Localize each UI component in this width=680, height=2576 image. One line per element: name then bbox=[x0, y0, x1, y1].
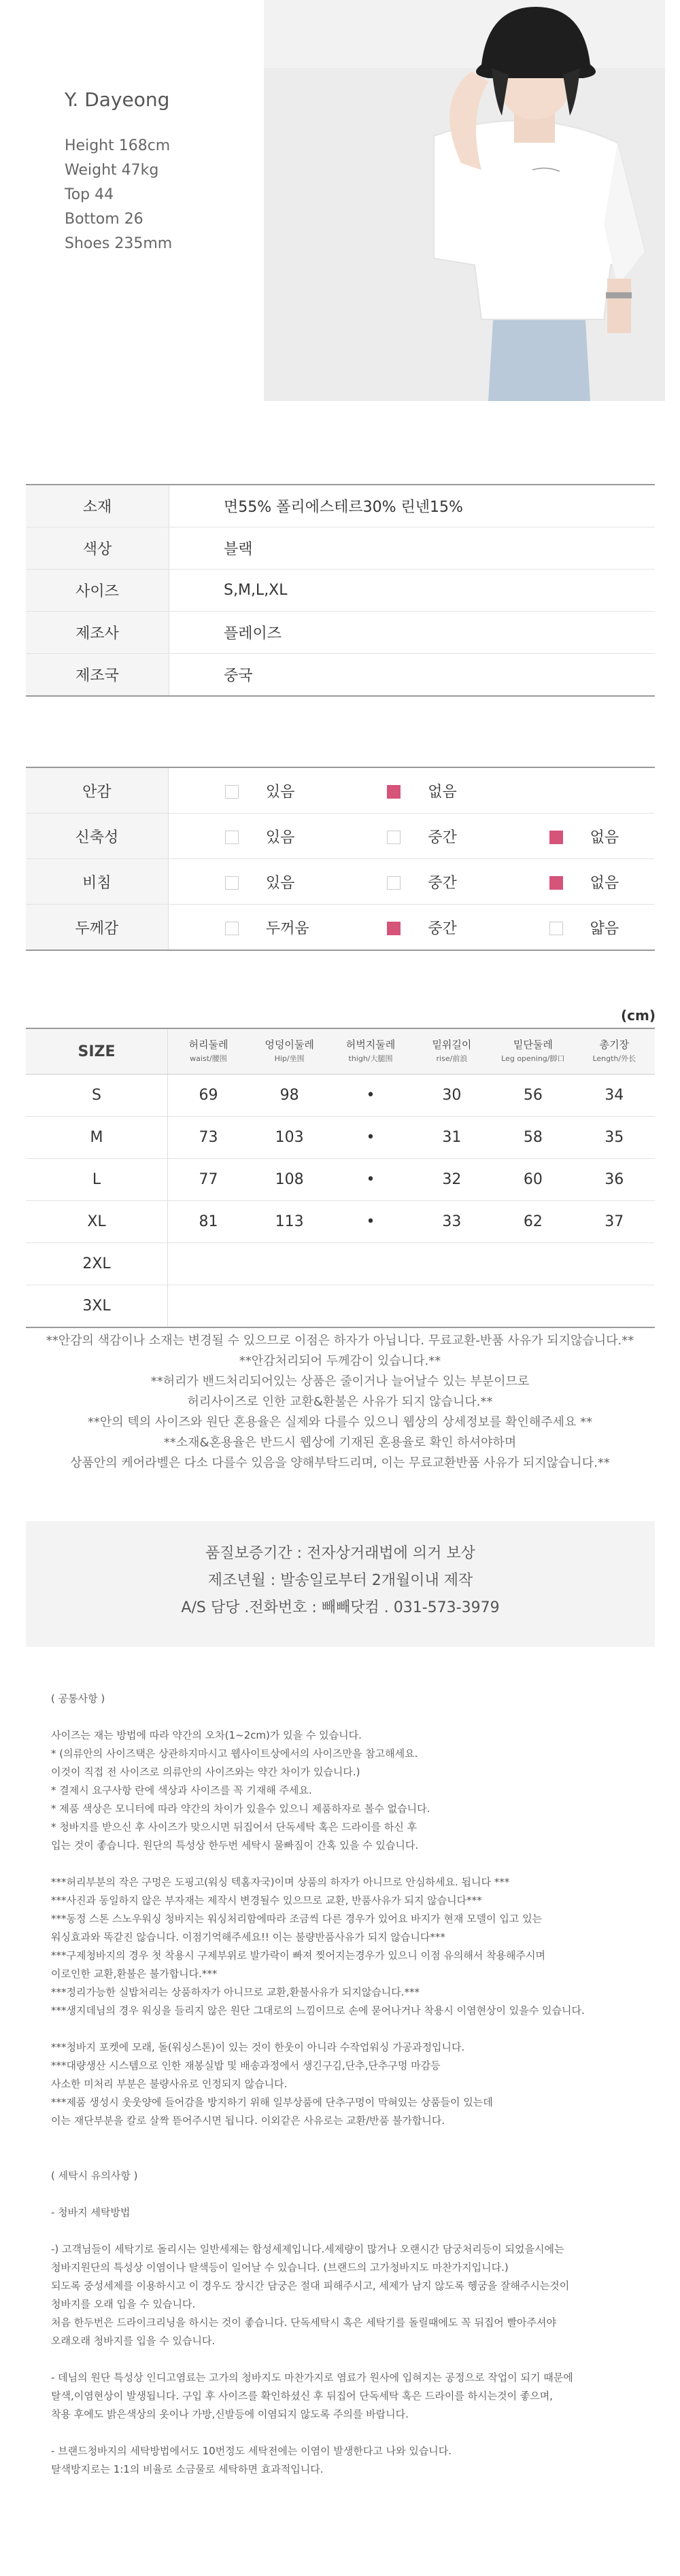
checkbox-icon bbox=[225, 876, 239, 890]
size-column-header bbox=[168, 1028, 249, 1075]
size-row bbox=[26, 1243, 655, 1285]
attr-label: 안감 bbox=[26, 767, 168, 814]
care-line: ***구제청바지의 경우 첫 착용시 구제부위로 발가락이 빠져 찢어지는경우가 있으니 이점 유의해서 착용해주시며 bbox=[51, 1949, 546, 1962]
model-name: Y. Dayeong bbox=[65, 88, 170, 111]
size-row bbox=[26, 1201, 655, 1243]
care-line: ***사진과 동일하지 않은 부자재는 제작시 변경될수 있으므로 교환, 반품사유가 되지 않습니다*** bbox=[51, 1894, 482, 1907]
size-value: 56 bbox=[492, 1075, 573, 1117]
size-value: 31 bbox=[411, 1117, 492, 1159]
column-name: 밑단둘레 bbox=[513, 1038, 553, 1051]
warranty-period: 품질보증기간 : 전자상거래법에 의거 보상 bbox=[205, 1545, 475, 1562]
size-value: 81 bbox=[168, 1201, 249, 1243]
care-line bbox=[51, 2148, 643, 2167]
care-line: 탈색방지로는 1:1의 비율로 소금물로 세탁하면 효과적입니다. bbox=[51, 2463, 324, 2475]
column-sub: Length/外长 bbox=[592, 1054, 636, 1063]
size-value: • bbox=[330, 1075, 411, 1117]
size-value: 73 bbox=[168, 1117, 249, 1159]
size-column-header bbox=[330, 1028, 411, 1075]
size-value bbox=[574, 1243, 655, 1285]
attr-option bbox=[493, 859, 655, 905]
care-instructions bbox=[51, 1690, 643, 2479]
size-corner: SIZE bbox=[26, 1028, 168, 1075]
spec-value: 플레이즈 bbox=[169, 612, 656, 654]
size-value: 32 bbox=[411, 1159, 492, 1201]
spec-row-country bbox=[26, 654, 655, 697]
checkbox-icon bbox=[225, 785, 239, 799]
spec-row-manufacturer bbox=[26, 612, 655, 654]
column-sub: waist/腰围 bbox=[190, 1054, 227, 1063]
spec-label: 소재 bbox=[26, 485, 169, 527]
model-bottom: Bottom 26 bbox=[65, 211, 143, 228]
size-value: 58 bbox=[492, 1117, 573, 1159]
notice-line: **안감의 색감이나 소재는 변경될 수 있으므로 이점은 하자가 아닙니다. 무료교환-반품 사유가 되지않습니다.** bbox=[46, 1334, 634, 1348]
size-value bbox=[168, 1243, 249, 1285]
care-line: * 청바지를 받으신 후 사이즈가 맞으시면 뒤집어서 단독세탁 혹은 드라이를 하신 후 bbox=[51, 1821, 418, 1833]
size-row bbox=[26, 1159, 655, 1201]
size-label: S bbox=[26, 1075, 168, 1117]
care-line: ***제품 생성시 웃웃양에 들어감을 방지하기 위해 일부상품에 단추구멍이 막혀있는 상품들이 있는데 bbox=[51, 2096, 493, 2108]
size-header-row bbox=[26, 1028, 655, 1075]
care-line: ***대량생산 시스템으로 인한 재봉실밥 및 배송과정에서 생긴구김,단추,단추구멍 마감등 bbox=[51, 2059, 441, 2072]
size-value: 98 bbox=[249, 1075, 330, 1117]
checkbox-icon bbox=[387, 785, 401, 799]
care-line: - 데님의 원단 특성상 인디고염료는 고가의 청바지도 마찬가지로 염료가 원사에 입혀지는 공정으로 작업이 되기 때문에 bbox=[51, 2371, 573, 2384]
care-line: 처음 한두번은 드라이크리닝을 하시는 것이 좋습니다. 단독세탁시 혹은 세탁기를 돌릴때에도 꼭 뒤집어 빨아주셔야 bbox=[51, 2316, 557, 2329]
attr-option-label: 중간 bbox=[428, 829, 457, 846]
attr-label: 비침 bbox=[26, 859, 168, 905]
attr-option-label: 얇음 bbox=[590, 920, 619, 937]
attr-option bbox=[168, 814, 330, 859]
size-column-header bbox=[492, 1028, 573, 1075]
spec-label: 색상 bbox=[26, 527, 169, 570]
attr-option-empty bbox=[493, 767, 655, 814]
model-photo bbox=[264, 0, 665, 401]
care-line: ***동정 스톤 스노우워싱 청바지는 워싱처리함에따라 조금씩 다른 경우가 있어요 바지가 현재 모델이 입고 있는 bbox=[51, 1913, 543, 1925]
column-name: 허리둘레 bbox=[188, 1038, 228, 1051]
model-section bbox=[0, 0, 680, 408]
care-line: -) 고객님들이 세탁기로 돌리시는 일반세제는 합성세제입니다.세제량이 많거나 오랜시간 담궁처리등이 되었을시에는 bbox=[51, 2243, 564, 2255]
size-value bbox=[574, 1285, 655, 1328]
attr-option-label: 두꺼움 bbox=[265, 920, 309, 937]
size-value bbox=[330, 1243, 411, 1285]
spec-value: 중국 bbox=[169, 654, 656, 697]
size-column-header bbox=[249, 1028, 330, 1075]
attr-option bbox=[168, 905, 330, 951]
checkbox-icon bbox=[549, 831, 563, 844]
care-line: ***정리가능한 실밥처리는 상품하자가 아니므로 교환,환불사유가 되지않습니다.*** bbox=[51, 1986, 420, 1998]
care-line bbox=[51, 2020, 643, 2038]
model-weight: Weight 47kg bbox=[65, 162, 159, 179]
size-value bbox=[492, 1243, 573, 1285]
care-line: 이는 재단부분을 칼로 살짝 뜯어주시면 됩니다. 이외같은 사유로는 교환/반품 불가합니다. bbox=[51, 2114, 445, 2127]
size-value: • bbox=[330, 1159, 411, 1201]
size-value: • bbox=[330, 1117, 411, 1159]
size-table-body bbox=[26, 1075, 655, 1328]
size-row bbox=[26, 1285, 655, 1328]
spec-row-material bbox=[26, 485, 655, 527]
attr-row-lining bbox=[26, 767, 655, 814]
notice-line: 상품안의 케어라벨은 다소 다를수 있음을 양해부탁드리며, 이는 무료교환반품 사유가 되지않습니다.** bbox=[70, 1456, 610, 1470]
spec-label: 제조사 bbox=[26, 612, 169, 654]
model-height: Height 168cm bbox=[65, 137, 171, 154]
column-name: 밑위길이 bbox=[432, 1038, 472, 1051]
care-line: ***허리부분의 작은 구멍은 도핑고(워싱 텍홈자국)이며 상품의 하자가 아니므로 안심하세요. 됩니다 *** bbox=[51, 1876, 510, 1888]
care-line: ( 세탁시 유의사항 ) bbox=[51, 2170, 138, 2182]
checkbox-icon bbox=[549, 876, 563, 890]
size-label: M bbox=[26, 1117, 168, 1159]
spec-table bbox=[26, 484, 655, 697]
column-sub: rise/前浪 bbox=[436, 1054, 468, 1063]
care-line bbox=[51, 1708, 643, 1726]
attr-row-thickness bbox=[26, 905, 655, 951]
column-name: 총기장 bbox=[599, 1038, 629, 1051]
notice-line: **안의 텍의 사이즈와 원단 혼용율은 실제와 다를수 있으니 웹상의 상세정보를 확인해주세요 ** bbox=[87, 1415, 593, 1429]
spec-row-color bbox=[26, 527, 655, 570]
attribute-table bbox=[26, 767, 655, 951]
care-line: 입는 것이 좋습니다. 원단의 특성상 한두번 세탁시 물빠짐이 간혹 있을 수 있습니다. bbox=[51, 1839, 419, 1851]
size-value bbox=[249, 1243, 330, 1285]
size-value bbox=[492, 1285, 573, 1328]
care-line: - 청바지 세탁방법 bbox=[51, 2206, 131, 2218]
size-value: 30 bbox=[411, 1075, 492, 1117]
attr-label: 두께감 bbox=[26, 905, 168, 951]
checkbox-icon bbox=[387, 831, 401, 844]
spec-value: 블랙 bbox=[169, 527, 656, 570]
size-value: 60 bbox=[492, 1159, 573, 1201]
attr-option bbox=[493, 905, 655, 951]
column-sub: Hip/坐围 bbox=[274, 1054, 305, 1063]
attr-option bbox=[168, 859, 330, 905]
attr-option-label: 중간 bbox=[428, 874, 457, 892]
size-value: 36 bbox=[574, 1159, 655, 1201]
size-value bbox=[411, 1285, 492, 1328]
care-line: 탈색,이염현상이 발생됩니다. 구입 후 사이즈를 확인하셨신 후 뒤집어 단독세탁 혹은 드라이를 하시는것이 좋으며, bbox=[51, 2390, 554, 2402]
attr-option-label: 있음 bbox=[265, 829, 295, 846]
notice-block bbox=[0, 1331, 680, 1474]
spec-label: 사이즈 bbox=[26, 570, 169, 612]
size-value: 37 bbox=[574, 1201, 655, 1243]
spec-label: 제조국 bbox=[26, 654, 169, 697]
care-line bbox=[51, 2350, 643, 2369]
attr-option-label: 중간 bbox=[428, 920, 457, 937]
attr-row-stretch bbox=[26, 814, 655, 859]
attr-option-label: 있음 bbox=[265, 874, 295, 892]
care-line bbox=[51, 1855, 643, 1873]
model-info bbox=[65, 88, 241, 256]
attr-option bbox=[330, 859, 492, 905]
size-label: 2XL bbox=[26, 1243, 168, 1285]
care-line: - 브랜드청바지의 세탁방법에서도 10번정도 세탁전에는 이염이 발생한다고 나와 있습니다. bbox=[51, 2445, 452, 2457]
size-value bbox=[168, 1285, 249, 1328]
warranty-box bbox=[26, 1521, 655, 1647]
care-line: 청바지원단의 특성상 이염이나 탈색등이 일어날 수 있습니다. (브랜드의 고가청바지도 마찬가지입니다.) bbox=[51, 2261, 509, 2274]
care-line: 사이즈는 재는 방법에 따라 약간의 오차(1~2cm)가 있을 수 있습니다. bbox=[51, 1729, 362, 1741]
size-value bbox=[249, 1285, 330, 1328]
care-line bbox=[51, 2222, 643, 2240]
care-line: ***생지데님의 경우 워싱을 들리지 않은 원단 그대로의 느낌이므로 손에 묻어나거나 착용시 이염현상이 있을수 있습니다. bbox=[51, 2004, 585, 2017]
care-line: ***청바지 포켓에 모래, 돌(워싱스톤)이 있는 것이 한웃이 아니라 수작업워싱 가공과정입니다. bbox=[51, 2041, 465, 2053]
size-value bbox=[330, 1285, 411, 1328]
size-label: 3XL bbox=[26, 1285, 168, 1328]
attr-option bbox=[330, 814, 492, 859]
model-top: Top 44 bbox=[65, 186, 114, 203]
model-photo-illustration bbox=[264, 0, 665, 401]
model-shoes: Shoes 235mm bbox=[65, 235, 173, 252]
size-value: • bbox=[330, 1201, 411, 1243]
care-line bbox=[51, 2424, 643, 2442]
column-sub: thigh/大腿围 bbox=[348, 1054, 393, 1063]
column-name: 허벅지둘레 bbox=[345, 1038, 396, 1051]
checkbox-icon bbox=[225, 831, 239, 844]
size-label: XL bbox=[26, 1201, 168, 1243]
size-row bbox=[26, 1117, 655, 1159]
care-line bbox=[51, 2185, 643, 2204]
care-line: 되도록 중성세제를 이용하시고 이 경우도 장시간 담궁은 절대 피해주시고, 세제가 남지 않도록 헹굼을 잘해주시는것이 bbox=[51, 2280, 570, 2292]
notice-line: **소재&혼용율은 반드시 웹상에 기재된 혼용율로 확인 하셔야하며 bbox=[163, 1435, 517, 1450]
care-line: * 결제시 요구사항 란에 색상과 사이즈를 꼭 기재해 주세요. bbox=[51, 1784, 312, 1796]
spec-value: 면55% 폴리에스테르30% 린넨15% bbox=[169, 485, 656, 527]
size-value: 108 bbox=[249, 1159, 330, 1201]
care-line: 사소한 미처리 부분은 불량사유로 인정되지 않습니다. bbox=[51, 2078, 288, 2090]
size-value: 33 bbox=[411, 1201, 492, 1243]
care-line: * (의류안의 사이즈택은 상관하지마시고 웹사이트상에서의 사이즈만을 참고해세요. bbox=[51, 1747, 418, 1760]
manufacture-date: 제조년월 : 발송일로부터 2개월이내 제작 bbox=[207, 1572, 473, 1589]
size-value: 34 bbox=[574, 1075, 655, 1117]
size-row bbox=[26, 1075, 655, 1117]
checkbox-icon bbox=[225, 922, 239, 935]
column-sub: Leg opening/脚口 bbox=[501, 1054, 565, 1063]
spec-row-size bbox=[26, 570, 655, 612]
attr-option bbox=[330, 905, 492, 951]
size-value: 103 bbox=[249, 1117, 330, 1159]
notice-line: 허리사이즈로 인한 교환&환불은 사유가 되지 않습니다.** bbox=[187, 1395, 493, 1409]
checkbox-icon bbox=[549, 922, 563, 935]
size-value: 69 bbox=[168, 1075, 249, 1117]
care-line: 이것이 직접 전 사이즈로 의류안의 사이즈와는 약간 차이가 있습니다.) bbox=[51, 1766, 360, 1778]
size-value: 35 bbox=[574, 1117, 655, 1159]
size-table bbox=[26, 1028, 655, 1328]
notice-line: **허리가 밴드처리되어있는 상품은 줄이거나 늘어날수 있는 부분이므로 bbox=[150, 1374, 530, 1389]
attr-row-sheerness bbox=[26, 859, 655, 905]
care-line: 이로인한 교환,환불은 불가합니다.*** bbox=[51, 1968, 218, 1980]
attr-option-label: 없음 bbox=[590, 874, 619, 892]
care-line: 청바지를 오래 입을 수 있습니다. bbox=[51, 2298, 196, 2310]
care-line: 착용 후에도 밝은색상의 옷이나 가방,신발등에 이염되지 않도록 주의를 바랍니다. bbox=[51, 2408, 409, 2420]
attr-option-label: 없음 bbox=[428, 783, 457, 801]
care-line: * 제품 색상은 모니터에 따라 약간의 차이가 있을수 있으니 제품하자로 볼수 없습니다. bbox=[51, 1803, 430, 1815]
checkbox-icon bbox=[387, 922, 401, 935]
size-value: 77 bbox=[168, 1159, 249, 1201]
size-value: 62 bbox=[492, 1201, 573, 1243]
care-line: ( 공통사항 ) bbox=[51, 1692, 105, 1705]
attr-option bbox=[168, 767, 330, 814]
size-label: L bbox=[26, 1159, 168, 1201]
size-column-header bbox=[574, 1028, 655, 1075]
size-value bbox=[411, 1243, 492, 1285]
spec-value: S,M,L,XL bbox=[169, 570, 656, 612]
attr-option bbox=[330, 767, 492, 814]
attr-option-label: 있음 bbox=[265, 783, 295, 801]
care-line bbox=[51, 2130, 643, 2148]
column-name: 엉덩이둘레 bbox=[265, 1038, 314, 1051]
size-unit: (cm) bbox=[621, 1007, 656, 1024]
attr-option bbox=[493, 814, 655, 859]
care-line: 워싱효과와 똑같진 않습니다. 이점기억해주세요!! 이는 불량반품사유가 되지 않습니다*** bbox=[51, 1931, 445, 1943]
attr-label: 신축성 bbox=[26, 814, 168, 859]
size-value: 113 bbox=[249, 1201, 330, 1243]
notice-line: **안감처리되어 두께감이 있습니다.** bbox=[239, 1354, 441, 1368]
as-contact: A/S 담당 .전화번호 : 빼빼닷컴 . 031-573-3979 bbox=[181, 1599, 500, 1616]
size-column-header bbox=[411, 1028, 492, 1075]
care-line: 오래오래 청바지를 입을 수 있습니다. bbox=[51, 2335, 216, 2347]
checkbox-icon bbox=[387, 876, 401, 890]
attr-option-label: 없음 bbox=[590, 829, 619, 846]
